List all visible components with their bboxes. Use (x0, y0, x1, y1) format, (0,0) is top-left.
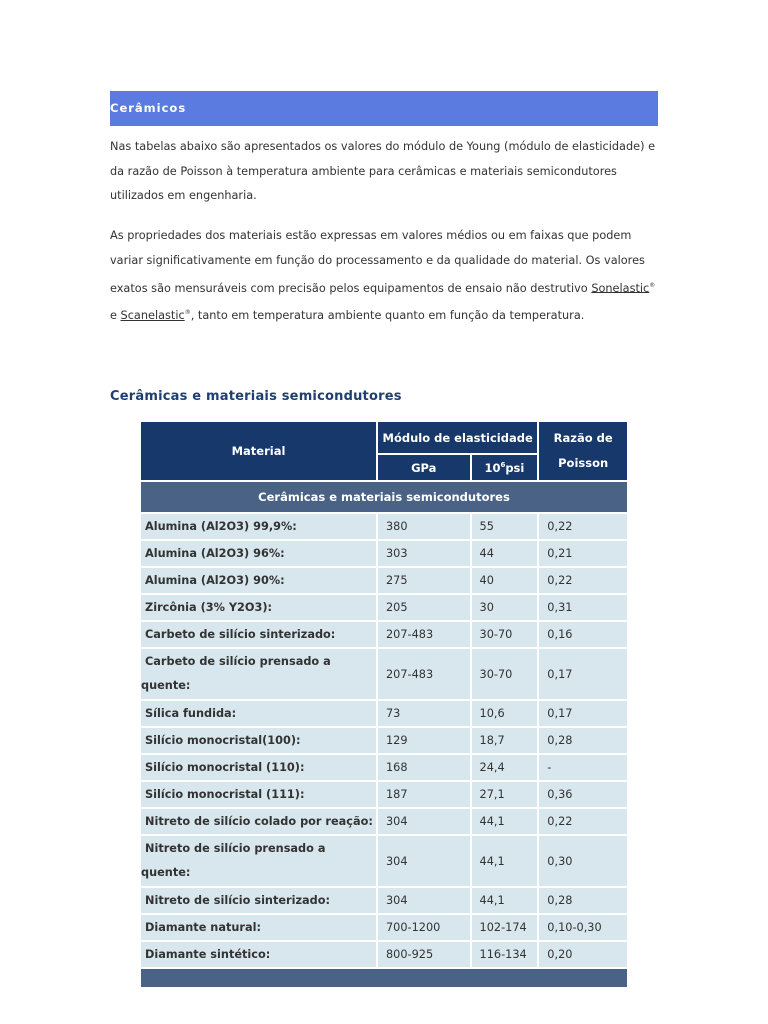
poisson-cell: 0,22 (538, 567, 628, 594)
main-content (110, 91, 658, 328)
material-cell: Nitreto de silício prensado a quente: (140, 835, 377, 887)
gpa-cell: 275 (377, 567, 471, 594)
table-footer-row (140, 968, 628, 988)
psi-cell: 116-134 (471, 941, 539, 968)
material-cell: Carbeto de silício sinterizado: (140, 621, 377, 648)
poisson-cell: 0,16 (538, 621, 628, 648)
material-cell: Silício monocristal (110): (140, 754, 377, 781)
material-cell: Zircônia (3% Y2O3): (140, 594, 377, 621)
gpa-cell: 304 (377, 887, 471, 914)
material-cell: Alumina (Al2O3) 99,9%: (140, 513, 377, 540)
poisson-cell: 0,17 (538, 700, 628, 727)
intro-paragraph-2 (110, 224, 658, 328)
psi-cell: 30-70 (471, 648, 539, 700)
table-row (140, 914, 628, 941)
table-footer-cell (140, 968, 628, 988)
table-row (140, 941, 628, 968)
table-row (140, 808, 628, 835)
elasticity-table (139, 420, 629, 989)
psi-cell: 30-70 (471, 621, 539, 648)
material-cell: Nitreto de silício colado por reação: (140, 808, 377, 835)
table-row (140, 513, 628, 540)
psi-cell: 102-174 (471, 914, 539, 941)
poisson-cell: 0,21 (538, 540, 628, 567)
table-row (140, 754, 628, 781)
table-row (140, 594, 628, 621)
header-psi (471, 454, 539, 481)
table-row (140, 781, 628, 808)
poisson-cell: 0,22 (538, 513, 628, 540)
header-poisson-line2: Poisson (558, 456, 609, 470)
psi-cell: 30 (471, 594, 539, 621)
intro-paragraph-1: Nas tabelas abaixo são apresentados os valores do módulo de Young (módulo de elasticidade) e da razão de Poisson à temperatura ambiente para cerâmicas e materiais semicondutores utilizados em engenharia. (110, 140, 656, 203)
header-poisson (538, 421, 628, 481)
table-row (140, 887, 628, 914)
table-row (140, 727, 628, 754)
section-title: Cerâmicos (110, 101, 187, 115)
material-cell: Carbeto de silício prensado a quente: (140, 648, 377, 700)
poisson-cell: 0,20 (538, 941, 628, 968)
gpa-cell: 168 (377, 754, 471, 781)
intro-text-before: As propriedades dos materiais estão expressas em valores médios ou em faixas que podem variar significativamente em função do processamento e da qualidade do material. Os valores exatos são mensuráveis com precisão pelos equipamentos de ensaio não destrutivo (110, 229, 645, 295)
psi-cell: 55 (471, 513, 539, 540)
material-cell: Silício monocristal(100): (140, 727, 377, 754)
poisson-cell: 0,22 (538, 808, 628, 835)
psi-cell: 44,1 (471, 808, 539, 835)
intro-text-mid: e (110, 308, 121, 322)
poisson-cell: 0,36 (538, 781, 628, 808)
material-cell: Sílica fundida: (140, 700, 377, 727)
header-gpa: GPa (377, 454, 471, 481)
poisson-cell: 0,10-0,30 (538, 914, 628, 941)
psi-cell: 44,1 (471, 835, 539, 887)
gpa-cell: 304 (377, 835, 471, 887)
table-row (140, 621, 628, 648)
psi-cell: 24,4 (471, 754, 539, 781)
gpa-cell: 380 (377, 513, 471, 540)
poisson-cell: - (538, 754, 628, 781)
gpa-cell: 73 (377, 700, 471, 727)
poisson-cell: 0,17 (538, 648, 628, 700)
header-material: Material (140, 421, 377, 481)
psi-cell: 18,7 (471, 727, 539, 754)
poisson-cell: 0,31 (538, 594, 628, 621)
sonelastic-link[interactable]: Sonelastic (591, 281, 650, 295)
psi-cell: 44 (471, 540, 539, 567)
registered-mark-2: ® (184, 308, 191, 316)
material-cell: Alumina (Al2O3) 96%: (140, 540, 377, 567)
header-psi-unit: psi (505, 460, 525, 475)
section-header-bar (110, 91, 658, 126)
material-cell: Silício monocristal (111): (140, 781, 377, 808)
group-row (140, 481, 628, 513)
group-label: Cerâmicas e materiais semicondutores (140, 481, 628, 513)
header-psi-base: 10 (484, 460, 501, 475)
gpa-cell: 303 (377, 540, 471, 567)
table-row (140, 700, 628, 727)
material-cell: Alumina (Al2O3) 90%: (140, 567, 377, 594)
gpa-cell: 800-925 (377, 941, 471, 968)
table-row (140, 648, 628, 700)
poisson-cell: 0,28 (538, 727, 628, 754)
gpa-cell: 207-483 (377, 621, 471, 648)
table-row (140, 835, 628, 887)
material-cell: Diamante sintético: (140, 941, 377, 968)
psi-cell: 10,6 (471, 700, 539, 727)
psi-cell: 40 (471, 567, 539, 594)
psi-cell: 44,1 (471, 887, 539, 914)
intro-text-after: , tanto em temperatura ambiente quanto em função da temperatura. (190, 308, 585, 322)
material-cell: Diamante natural: (140, 914, 377, 941)
material-cell: Nitreto de silício sinterizado: (140, 887, 377, 914)
scanelastic-link[interactable]: Scanelastic (120, 308, 185, 322)
table-row (140, 567, 628, 594)
header-poisson-line1: Razão de (553, 431, 613, 445)
poisson-cell: 0,30 (538, 835, 628, 887)
gpa-cell: 304 (377, 808, 471, 835)
table-row (140, 540, 628, 567)
header-modulo: Módulo de elasticidade (377, 421, 538, 454)
gpa-cell: 207-483 (377, 648, 471, 700)
registered-mark-1: ® (649, 281, 656, 289)
gpa-cell: 700-1200 (377, 914, 471, 941)
gpa-cell: 129 (377, 727, 471, 754)
header-psi-exp: 6 (500, 460, 506, 469)
psi-cell: 27,1 (471, 781, 539, 808)
gpa-cell: 205 (377, 594, 471, 621)
gpa-cell: 187 (377, 781, 471, 808)
table-heading: Cerâmicas e materiais semicondutores (110, 389, 402, 404)
poisson-cell: 0,28 (538, 887, 628, 914)
